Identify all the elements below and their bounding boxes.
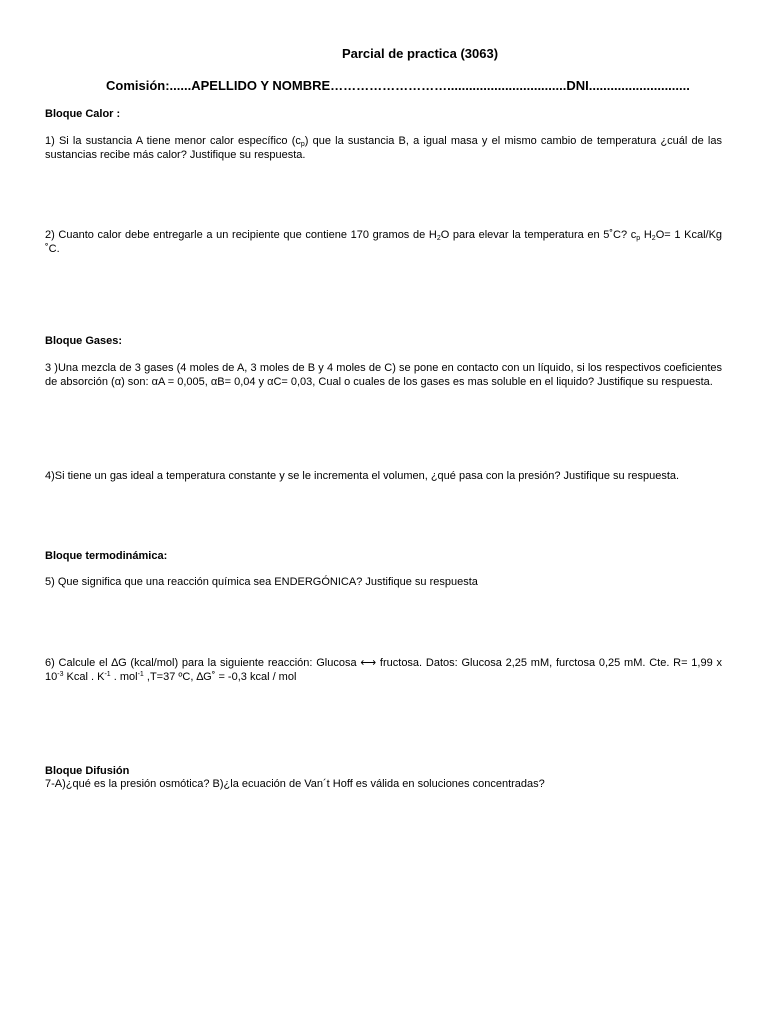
question-7: 7-A)¿qué es la presión osmótica? B)¿la ecuación de Van´t Hoff es válida en soluciones concentradas? [45,778,545,790]
question-6-text-a: 6) Calcule el ∆G (kcal/mol) para la siguiente reacción: Glucosa ⟷ fructosa. Datos: Glucosa 2,25 mM, furctosa 0,25 mM. Cte. R= 1,99 x 10 [45,657,722,683]
section-heading-difusion: Bloque Difusión [45,765,130,777]
question-2-subscript-3: 2 [651,235,656,242]
question-1-subscript: p [300,141,305,148]
page-title: Parcial de practica (3063) [341,46,499,61]
question-1-text-a: 1) Si la sustancia A tiene menor calor específico (c [45,135,301,147]
question-6-superscript-1: -3 [57,670,64,678]
section-heading-calor: Bloque Calor : [45,108,121,120]
question-6-superscript-3: -1 [137,670,144,678]
question-2-text-c: H [640,229,652,241]
question-3: 3 )Una mezcla de 3 gases (4 moles de A, 3 moles de B y 4 moles de C) se pone en contacto con un líquido, si los respectivos coeficientes de absorción (α) son: αA = 0,005, αB= 0,04 y αC= 0,03, Cual o cuales de los gases es mas soluble en el liquido? Justifique su respuesta. [45,362,722,388]
question-6-text-b: Kcal . K [63,670,105,683]
question-1 [45,135,722,162]
question-4: 4)Si tiene un gas ideal a temperatura constante y se le incrementa el volumen, ¿qué pasa con la presión? Justifique su respuesta. [45,470,680,482]
question-5: 5) Que significa que una reacción química sea ENDERGÓNICA? Justifique su respuesta [45,576,478,588]
question-2-text-b: O para elevar la temperatura en 5˚C? c [440,229,637,241]
question-2-subscript-1: 2 [436,235,441,242]
question-2 [45,229,722,256]
question-6-text-c: . mol [110,670,138,683]
question-6 [45,657,722,684]
question-6-text-d: ,T=37 ºC, ∆G˚ = -0,3 kcal / mol [143,670,297,683]
question-6-superscript-2: -1 [104,670,111,678]
section-heading-gases: Bloque Gases: [45,335,123,347]
question-2-subscript-2: p [636,235,641,242]
question-1-text-b: ) que la sustancia B, a igual masa y el mismo cambio de temperatura ¿cuál de las sustancias recibe más calor? Justifique su respuesta. [45,135,722,161]
section-heading-termodinamica: Bloque termodinámica: [45,550,168,562]
question-2-text-a: 2) Cuanto calor debe entregarle a un recipiente que contiene 170 gramos de H [45,229,437,241]
question-2-text-d: O= 1 Kcal/Kg ˚C. [45,229,723,255]
student-header-line: Comisión:......APELLIDO Y NOMBRE……………………….................................DNI............................ [106,78,690,93]
